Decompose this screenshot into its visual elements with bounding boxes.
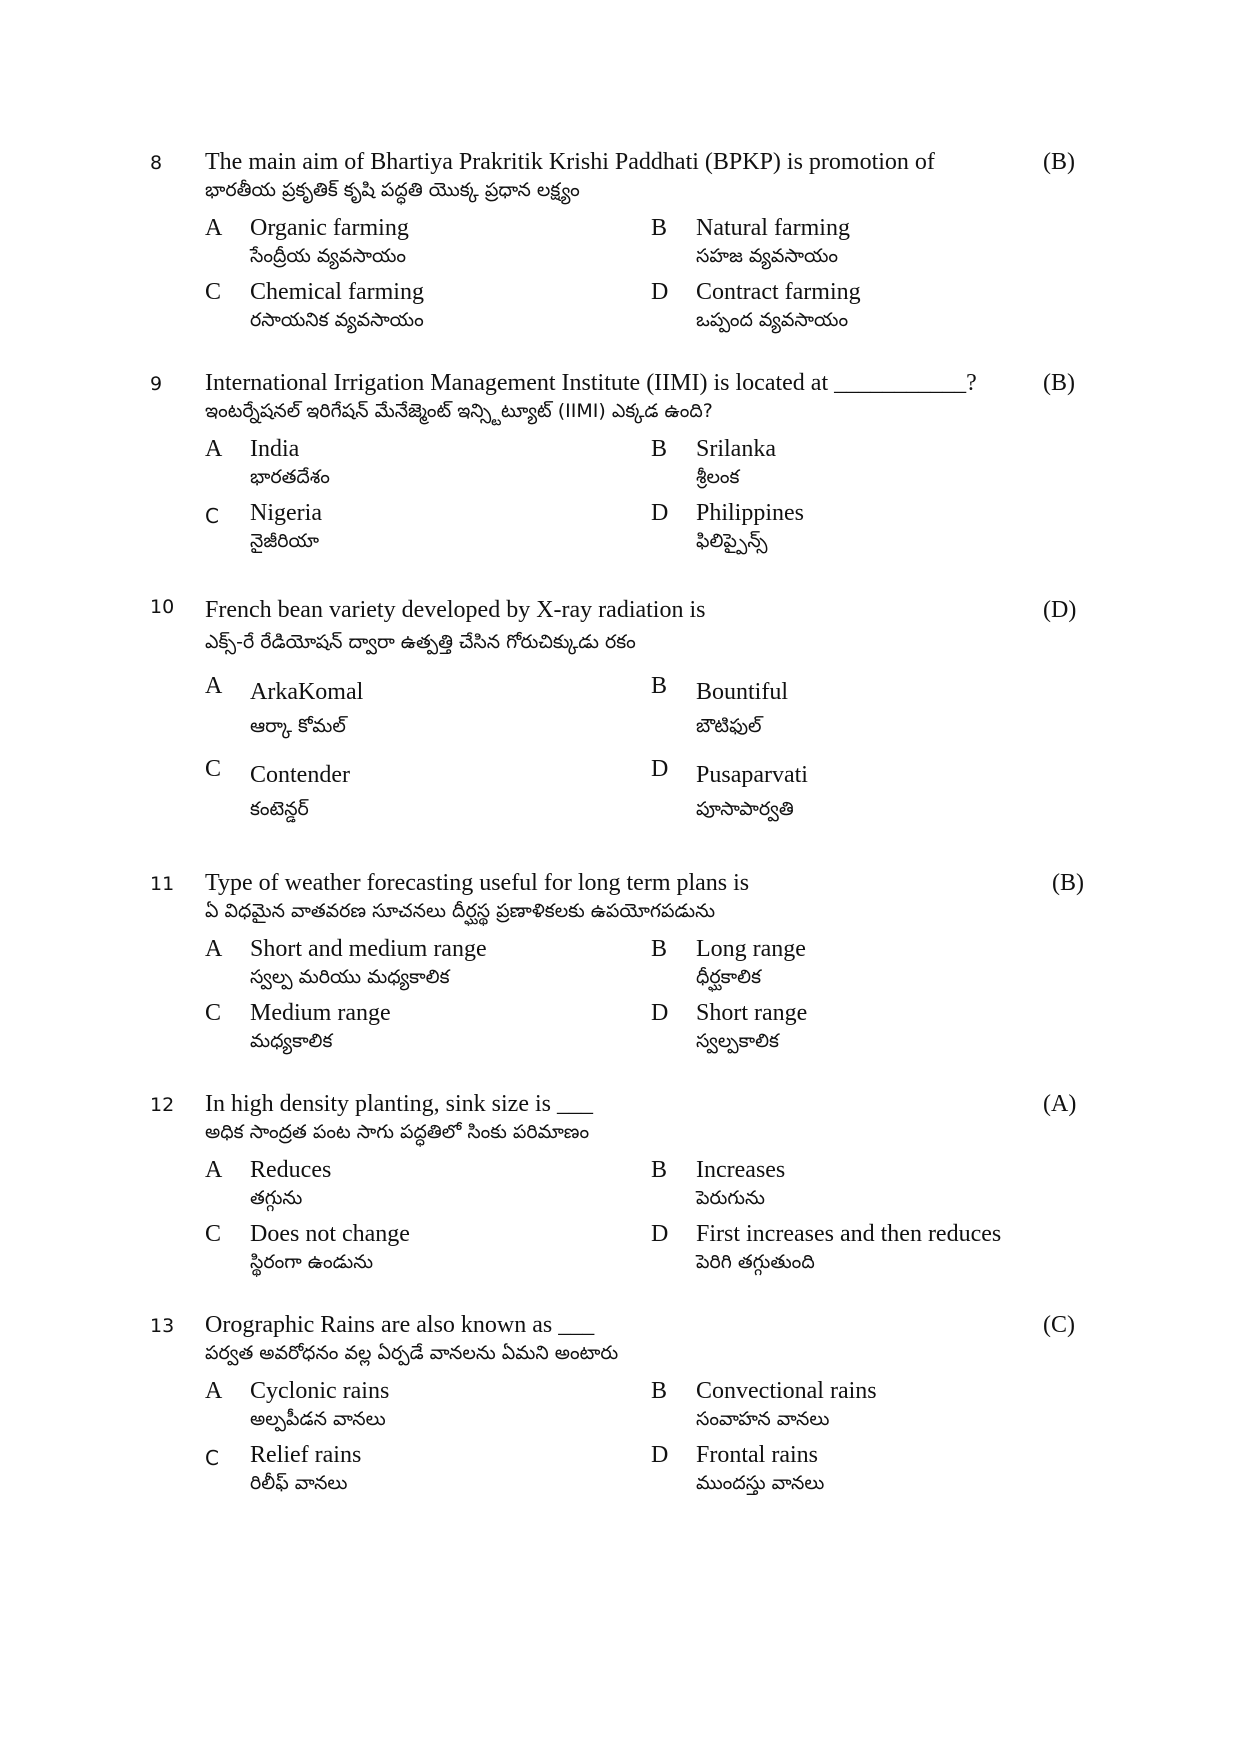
option-letter: A: [205, 673, 223, 699]
option-letter: D: [651, 500, 669, 526]
option-text-telugu: ఒప్పంద వ్యవసాయం: [696, 309, 849, 331]
option-text-telugu: పెరిగి తగ్గుతుంది: [696, 1251, 815, 1273]
question-text: The main aim of Bhartiya Prakritik Krishi Paddhati (BPKP) is promotion of: [205, 149, 935, 175]
option-letter: D: [651, 1221, 669, 1247]
option-text-telugu: భారతదేశం: [250, 466, 330, 488]
option-text-telugu: మధ్యకాలిక: [250, 1030, 333, 1052]
option-text-telugu: బౌటిఫుల్: [696, 715, 762, 737]
option-text-telugu: కంటెన్డర్: [250, 798, 309, 820]
option-text-telugu: నైజీరియా: [250, 530, 320, 552]
question-text-telugu: అధిక సాంద్రత పంట సాగు పద్ధతిలో సింకు పరిమాణం: [205, 1121, 590, 1143]
option-text: India: [250, 436, 300, 462]
option-text: Frontal rains: [696, 1442, 818, 1468]
option-text-telugu: స్థిరంగా ఉండును: [250, 1251, 374, 1273]
option-text: Cyclonic rains: [250, 1378, 390, 1404]
question-number: 13: [150, 1315, 175, 1337]
question-text: French bean variety developed by X-ray radiation is: [205, 597, 706, 623]
option-text-telugu: శ్రీలంక: [696, 466, 740, 488]
option-text: Increases: [696, 1157, 786, 1183]
answer-key: (D): [1043, 597, 1077, 623]
question-number: 10: [150, 596, 175, 618]
option-letter: B: [651, 436, 668, 462]
option-text: Philippines: [696, 500, 805, 526]
option-text-telugu: ముందస్తు వానలు: [696, 1472, 825, 1494]
option-text: Contract farming: [696, 279, 861, 305]
option-text-telugu: ధీర్ఘకాలిక: [696, 966, 761, 988]
answer-key: (C): [1043, 1312, 1075, 1338]
option-letter: C: [205, 1446, 219, 1470]
option-text: Contender: [250, 762, 350, 788]
option-letter: B: [651, 673, 668, 699]
option-letter: B: [651, 936, 668, 962]
answer-key: (A): [1043, 1091, 1077, 1117]
option-letter: A: [205, 936, 223, 962]
option-text: Medium range: [250, 1000, 391, 1026]
question-text-telugu: ఇంటర్నేషనల్ ఇరిగేషన్ మేనేజ్మెంట్ ఇన్స్టిట్యూట్ (IIMI) ఎక్కడ ఉంది?: [205, 400, 713, 422]
option-text: Organic farming: [250, 215, 409, 241]
option-text-telugu: సేంద్రీయ వ్యవసాయం: [250, 245, 407, 267]
option-letter: C: [205, 1221, 222, 1247]
option-letter: A: [205, 1157, 223, 1183]
answer-key: (B): [1052, 870, 1084, 896]
option-letter: A: [205, 215, 223, 241]
option-text-telugu: సంవాహన వానలు: [696, 1408, 830, 1430]
question-text: International Irrigation Management Institute (IIMI) is located at ___________?: [205, 370, 977, 396]
option-text-telugu: తగ్గును: [250, 1187, 303, 1209]
option-text-telugu: పెరుగును: [696, 1187, 765, 1209]
option-text: Reduces: [250, 1157, 332, 1183]
option-text: ArkaKomal: [250, 679, 364, 705]
option-letter: C: [205, 756, 222, 782]
option-letter: D: [651, 279, 669, 305]
question-text: Orographic Rains are also known as ___: [205, 1312, 595, 1338]
option-letter: C: [205, 504, 219, 528]
option-text: Long range: [696, 936, 806, 962]
option-text: First increases and then reduces: [696, 1221, 1002, 1247]
option-letter: A: [205, 1378, 223, 1404]
option-text-telugu: పూసాపార్వతి: [696, 798, 794, 820]
question-text-telugu: పర్వత అవరోధనం వల్ల ఏర్పడే వానలను ఏమని అంటారు: [205, 1342, 619, 1364]
option-letter: D: [651, 1000, 669, 1026]
option-text: Convectional rains: [696, 1378, 877, 1404]
question-text: In high density planting, sink size is ___: [205, 1091, 593, 1117]
option-text: Pusaparvati: [696, 762, 808, 788]
question-text: Type of weather forecasting useful for long term plans is: [205, 870, 750, 896]
question-number: 12: [150, 1094, 175, 1116]
option-text: Natural farming: [696, 215, 850, 241]
option-text-telugu: రిలీఫ్ వానలు: [250, 1472, 348, 1494]
option-text-telugu: ఆర్కా కోమల్: [250, 715, 346, 737]
question-text-telugu: ఎక్స్-రే రేడియోషన్ ద్వారా ఉత్పత్తి చేసిన గోరుచిక్కుడు రకం: [205, 631, 636, 653]
question-text-telugu: ఏ విధమైన వాతవరణ సూచనలు దీర్ఘస్థ ప్రణాళికలకు ఉపయోగపడును: [205, 900, 716, 922]
question-number: 9: [150, 373, 163, 395]
option-text: Bountiful: [696, 679, 789, 705]
option-text-telugu: స్వల్పకాలిక: [696, 1030, 779, 1052]
question-number: 11: [150, 873, 175, 895]
question-text-telugu: భారతీయ ప్రకృతిక్ కృషి పద్ధతి యొక్క ప్రధాన లక్ష్యం: [205, 179, 580, 201]
option-letter: D: [651, 1442, 669, 1468]
option-letter: B: [651, 1378, 668, 1404]
option-text: Nigeria: [250, 500, 322, 526]
option-text-telugu: అల్పపీడన వానలు: [250, 1408, 386, 1430]
option-text: Chemical farming: [250, 279, 424, 305]
option-letter: C: [205, 1000, 222, 1026]
option-text: Srilanka: [696, 436, 776, 462]
option-letter: B: [651, 215, 668, 241]
question-number: 8: [150, 152, 163, 174]
option-letter: D: [651, 756, 669, 782]
option-text: Relief rains: [250, 1442, 362, 1468]
option-text: Short and medium range: [250, 936, 487, 962]
option-letter: B: [651, 1157, 668, 1183]
option-text-telugu: సహజ వ్యవసాయం: [696, 245, 839, 267]
answer-key: (B): [1043, 370, 1075, 396]
option-text-telugu: రసాయనిక వ్యవసాయం: [250, 309, 424, 331]
option-text: Short range: [696, 1000, 808, 1026]
option-text-telugu: స్వల్ప మరియు మధ్యకాలిక: [250, 966, 450, 988]
answer-key: (B): [1043, 149, 1075, 175]
option-text: Does not change: [250, 1221, 410, 1247]
option-letter: C: [205, 279, 222, 305]
option-letter: A: [205, 436, 223, 462]
option-text-telugu: ఫిలిప్పైన్స్: [696, 530, 768, 552]
